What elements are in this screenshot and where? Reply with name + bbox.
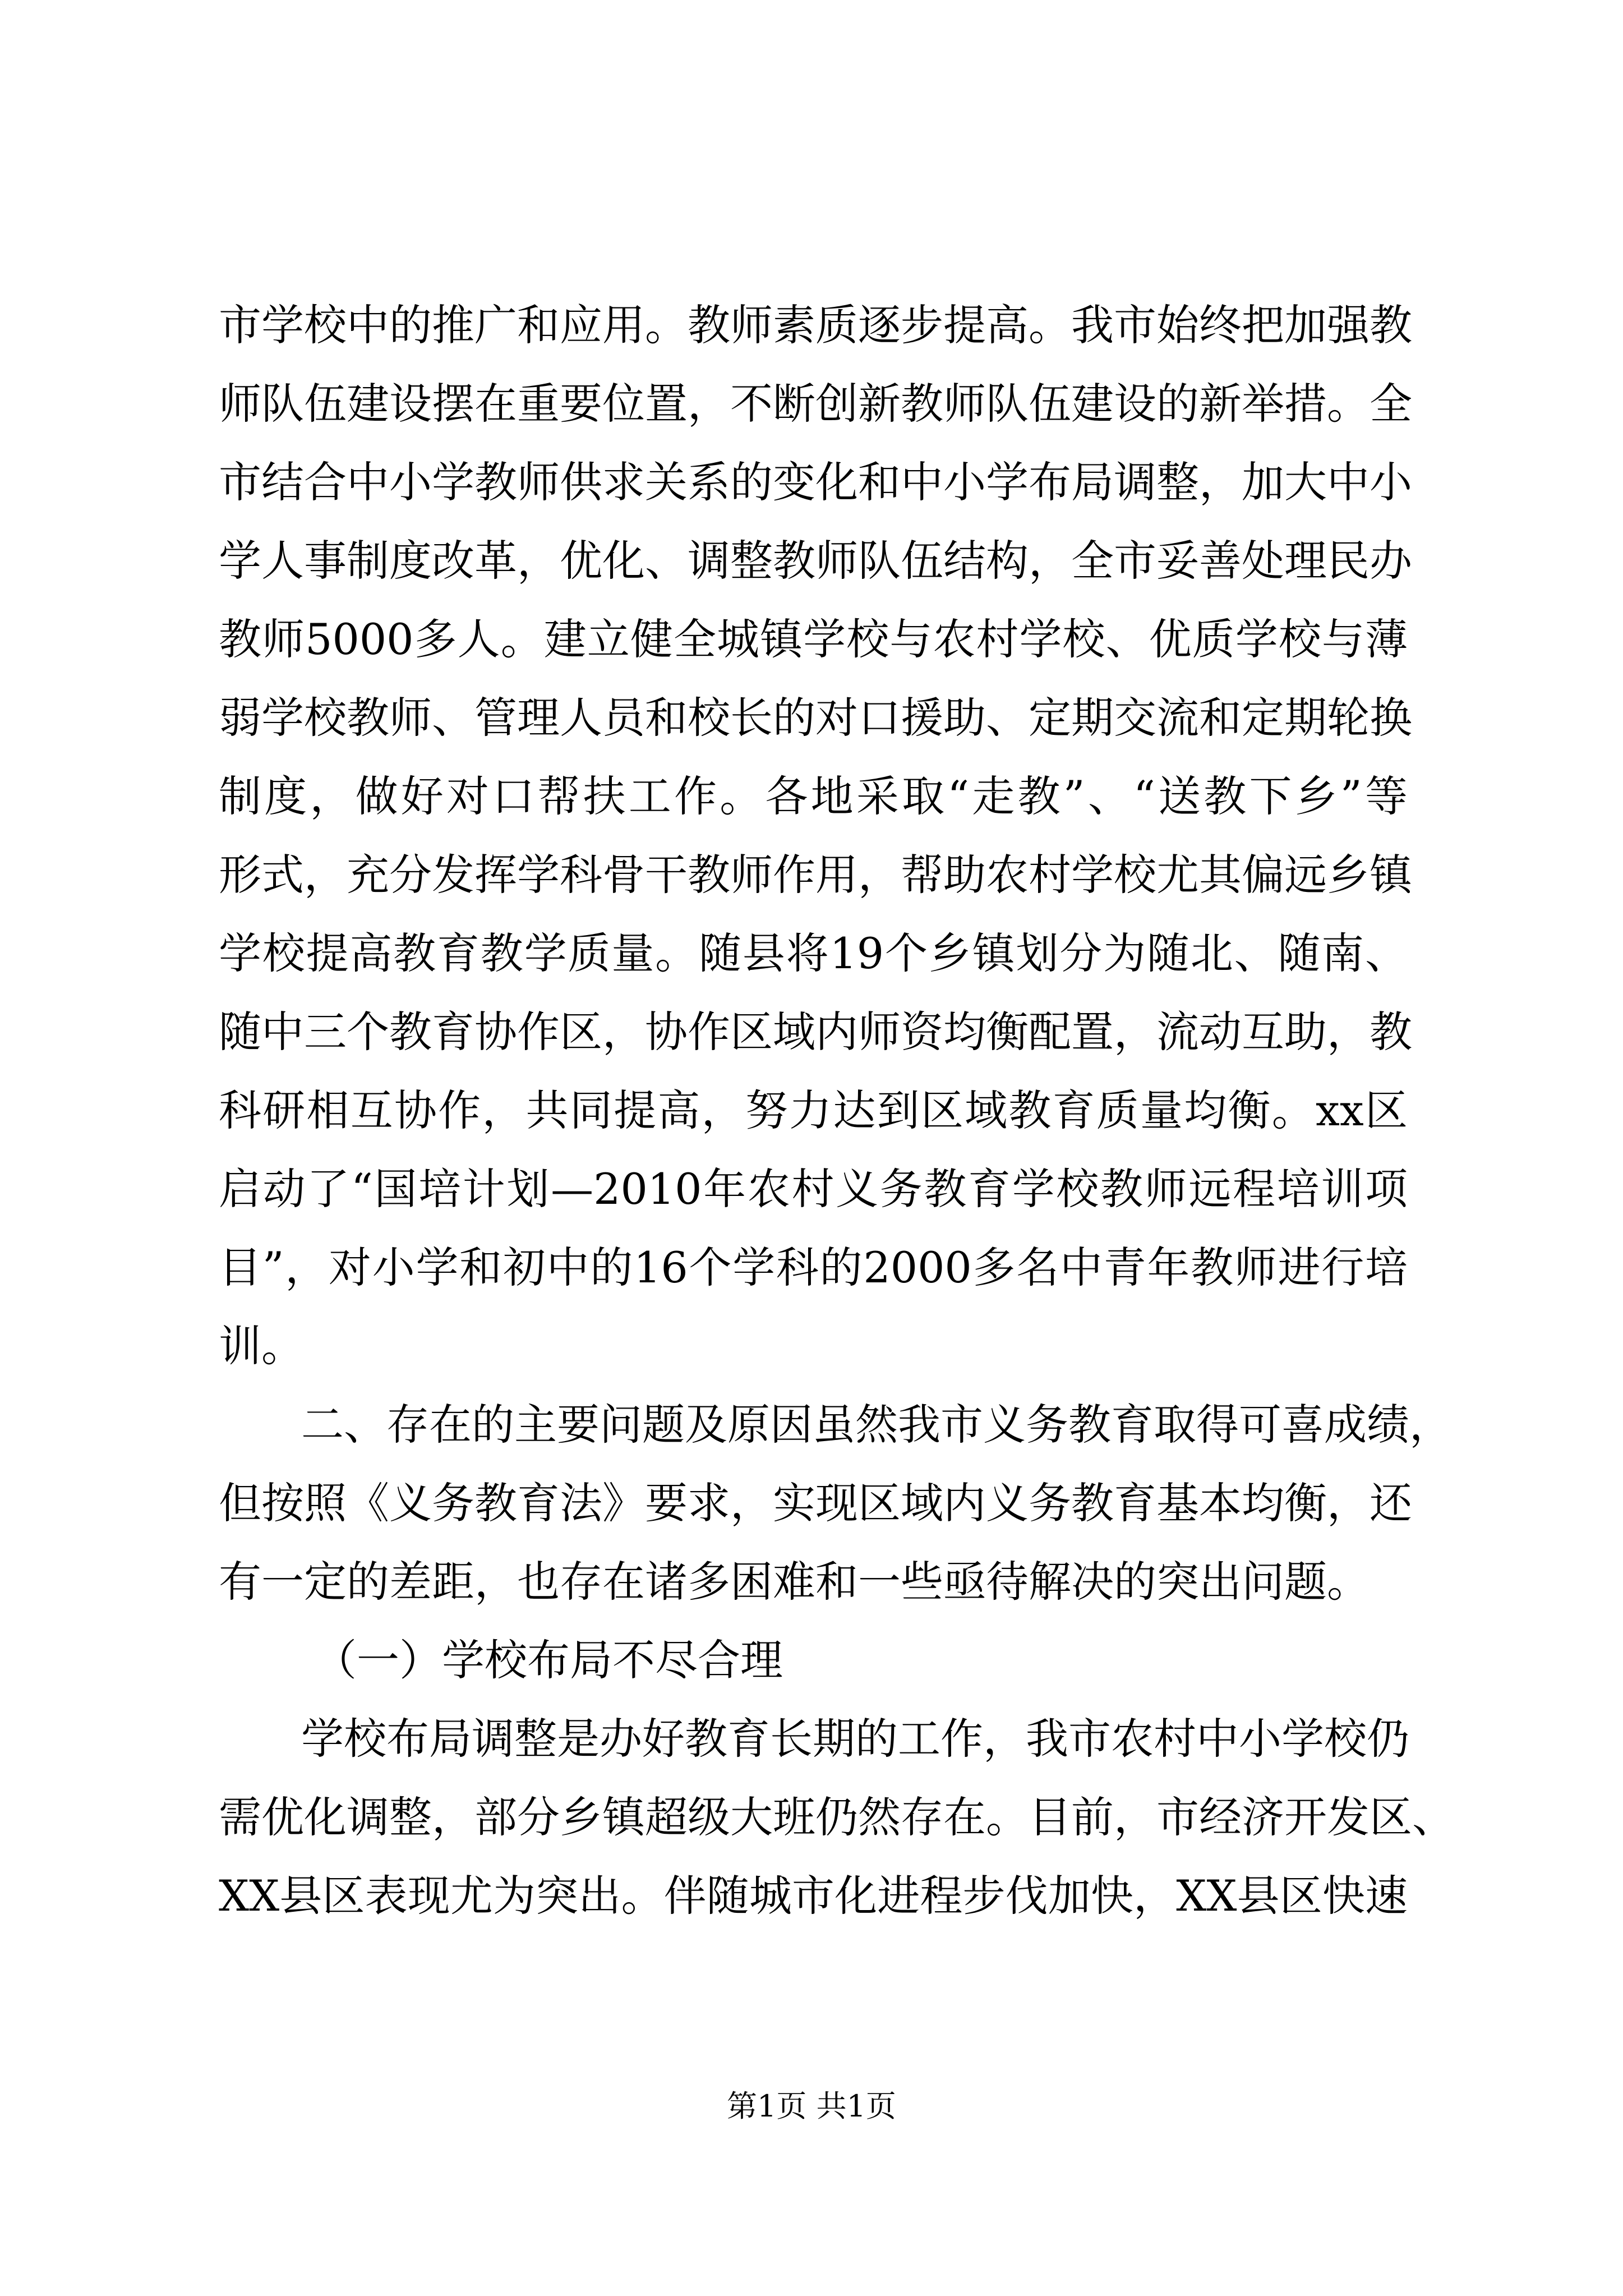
- body-text-line: 需优化调整，部分乡镇超级大班仍然存在。目前，市经济开发区、: [219, 1792, 1455, 1842]
- body-text-line: 训。: [219, 1321, 304, 1371]
- body-text-line: 市学校中的推广和应用。教师素质逐步提高。我市始终把加强教: [219, 300, 1412, 350]
- body-text-line: 弱学校教师、管理人员和校长的对口援助、定期交流和定期轮换: [219, 693, 1412, 743]
- body-text-line: 启动了“国培计划—2010年农村义务教育学校教师远程培训项: [219, 1164, 1408, 1214]
- body-text-line: 科研相互协作，共同提高，努力达到区域教育质量均衡。xx区: [219, 1085, 1408, 1135]
- body-text-line: XX县区表现尤为突出。伴随城市化进程步伐加快，XX县区快速: [219, 1871, 1408, 1921]
- body-text-line: 学校提高教育教学质量。随县将19个乡镇划分为随北、随南、: [219, 928, 1408, 978]
- body-text-line: 教师5000多人。建立健全城镇学校与农村学校、优质学校与薄: [219, 614, 1408, 664]
- body-text-line: 市结合中小学教师供求关系的变化和中小学布局调整，加大中小: [219, 457, 1412, 507]
- body-text-line: 学校布局调整是办好教育长期的工作，我市农村中小学校仍: [301, 1714, 1409, 1764]
- body-text-line: 师队伍建设摆在重要位置，不断创新教师队伍建设的新举措。全: [219, 379, 1412, 429]
- body-text-line: 二、存在的主要问题及原因虽然我市义务教育取得可喜成绩，: [301, 1400, 1452, 1450]
- body-text-line: 形式，充分发挥学科骨干教师作用，帮助农村学校尤其偏远乡镇: [219, 850, 1412, 900]
- body-text-line: 学人事制度改革，优化、调整教师队伍结构，全市妥善处理民办: [219, 536, 1412, 586]
- body-text-line: 有一定的差距，也存在诸多困难和一些亟待解决的突出问题。: [219, 1557, 1370, 1607]
- body-text-line: 随中三个教育协作区，协作区域内师资均衡配置，流动互助，教: [219, 1007, 1412, 1057]
- body-text-line: 制度，做好对口帮扶工作。各地采取“走教”、“送教下乡”等: [219, 771, 1408, 821]
- body-text-line: 目”，对小学和初中的16个学科的2000多名中青年教师进行培: [219, 1243, 1408, 1292]
- page-footer: 第1页 共1页: [727, 2088, 896, 2124]
- section-heading: （一）学校布局不尽合理: [314, 1635, 783, 1685]
- body-text-line: 但按照《义务教育法》要求，实现区域内义务教育基本均衡，还: [219, 1478, 1412, 1528]
